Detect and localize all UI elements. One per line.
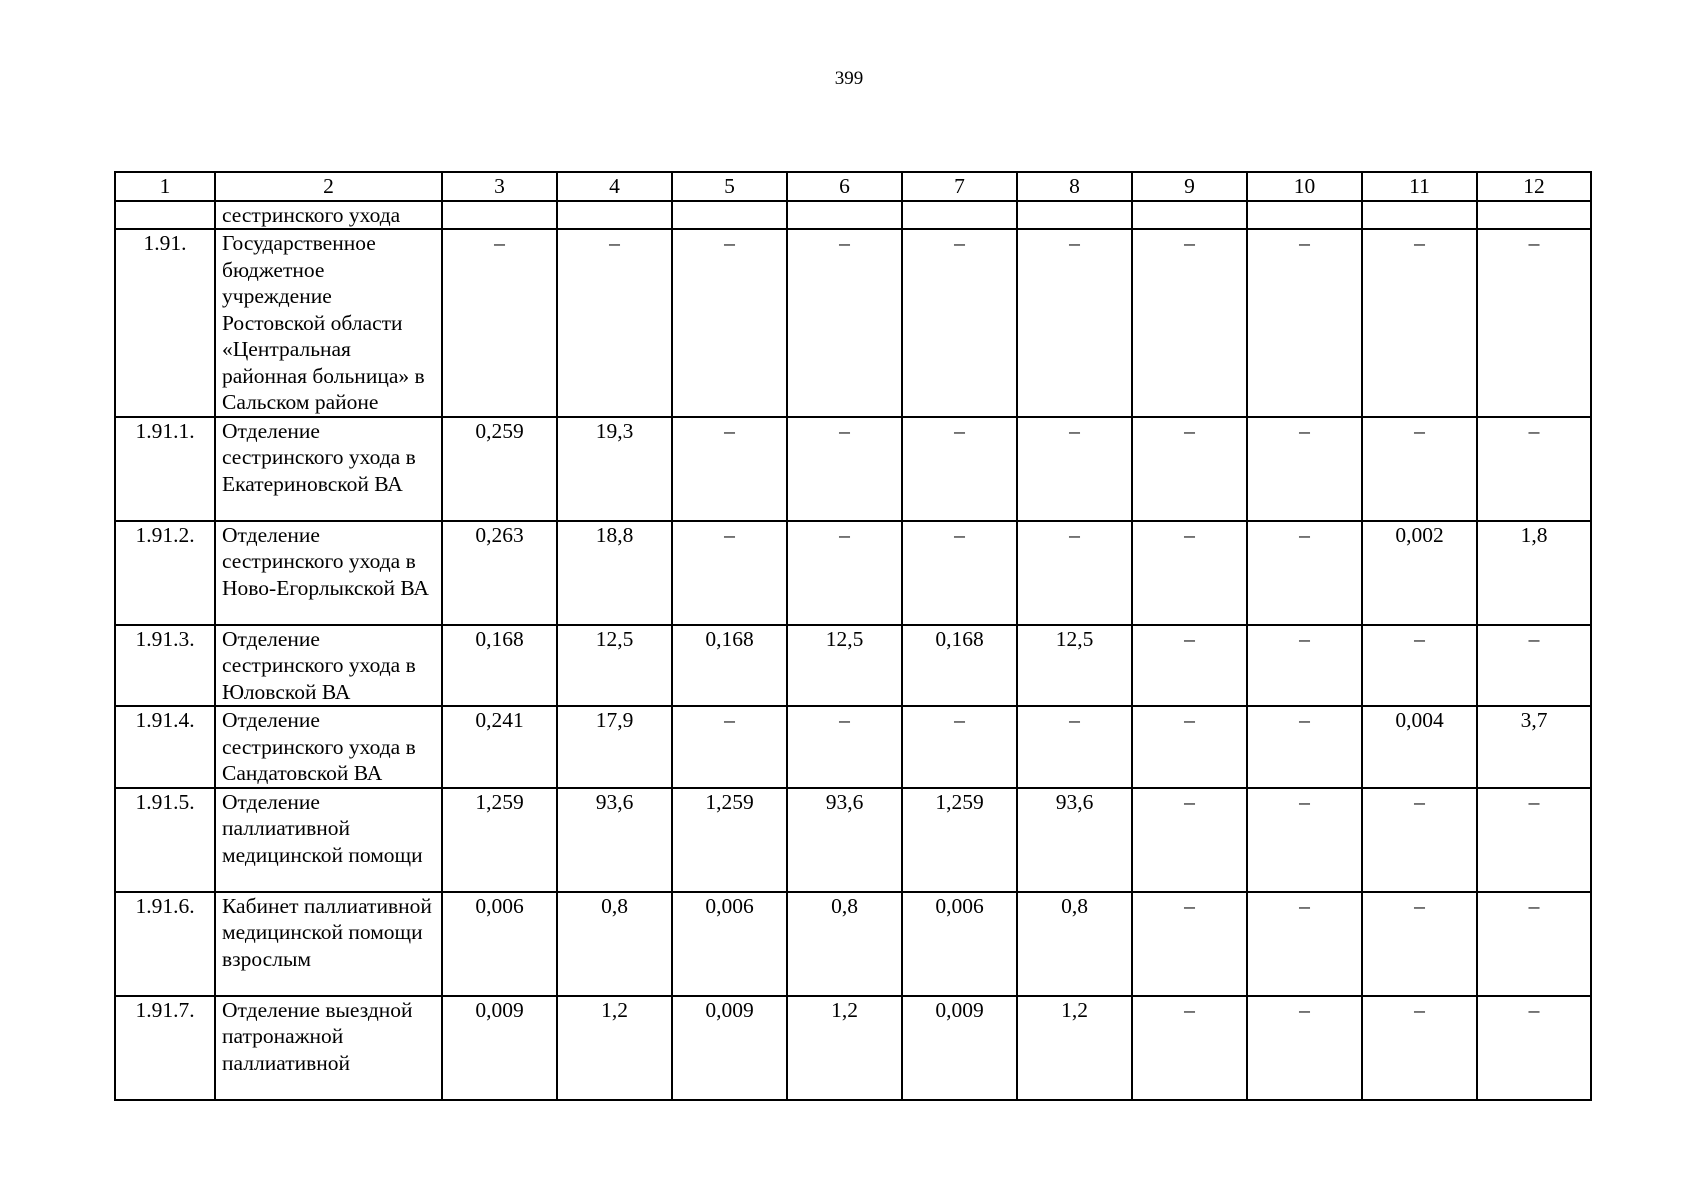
column-header: 9 xyxy=(1132,172,1247,201)
value-cell: – xyxy=(1132,706,1247,788)
column-header: 11 xyxy=(1362,172,1477,201)
value-cell: 1,259 xyxy=(902,788,1017,892)
table-row xyxy=(115,625,1591,707)
value-cell: 0,009 xyxy=(442,996,557,1100)
value-cell: – xyxy=(902,706,1017,788)
value-cell: – xyxy=(1247,229,1362,417)
row-number-cell xyxy=(115,201,215,230)
row-name-cell: сестринского ухода xyxy=(215,201,442,230)
value-cell: 18,8 xyxy=(557,521,672,625)
value-cell: 0,8 xyxy=(557,892,672,996)
value-cell: – xyxy=(1247,417,1362,521)
value-cell xyxy=(787,201,902,230)
value-cell: – xyxy=(1362,417,1477,521)
value-cell: – xyxy=(1477,229,1591,417)
value-cell: – xyxy=(1247,521,1362,625)
value-cell: 12,5 xyxy=(557,625,672,707)
value-cell: 0,168 xyxy=(902,625,1017,707)
value-cell: 0,006 xyxy=(902,892,1017,996)
value-cell: 1,2 xyxy=(557,996,672,1100)
table-continuation-row xyxy=(115,201,1591,230)
table-row xyxy=(115,996,1591,1100)
value-cell: – xyxy=(442,229,557,417)
value-cell: – xyxy=(1477,625,1591,707)
value-cell: – xyxy=(1362,788,1477,892)
row-name-cell: Отделение сестринского ухода в Юловской ВА xyxy=(215,625,442,707)
column-header: 8 xyxy=(1017,172,1132,201)
row-number-cell: 1.91. xyxy=(115,229,215,417)
row-number-cell: 1.91.6. xyxy=(115,892,215,996)
row-name-cell: Отделение сестринского ухода в Ново-Егорлыкской ВА xyxy=(215,521,442,625)
value-cell: – xyxy=(1362,625,1477,707)
table-header-row xyxy=(115,172,1591,201)
value-cell: – xyxy=(1017,706,1132,788)
value-cell xyxy=(1362,201,1477,230)
value-cell: – xyxy=(1362,229,1477,417)
value-cell: – xyxy=(1017,521,1132,625)
row-name-cell: Отделение выездной патронажной паллиативной xyxy=(215,996,442,1100)
value-cell: 0,263 xyxy=(442,521,557,625)
row-name-cell: Кабинет паллиативной медицинской помощи взрослым xyxy=(215,892,442,996)
value-cell: 0,002 xyxy=(1362,521,1477,625)
row-name-cell: Государственное бюджетное учреждение Ростовской области «Центральная районная больница» в Сальском районе xyxy=(215,229,442,417)
value-cell xyxy=(1477,201,1591,230)
value-cell: 0,168 xyxy=(672,625,787,707)
value-cell: – xyxy=(672,229,787,417)
value-cell: – xyxy=(902,521,1017,625)
value-cell: – xyxy=(1477,788,1591,892)
column-header: 12 xyxy=(1477,172,1591,201)
row-number-cell: 1.91.3. xyxy=(115,625,215,707)
value-cell: – xyxy=(672,521,787,625)
row-number-cell: 1.91.2. xyxy=(115,521,215,625)
value-cell: – xyxy=(1247,892,1362,996)
row-name-cell: Отделение сестринского ухода в Сандатовской ВА xyxy=(215,706,442,788)
table-row xyxy=(115,892,1591,996)
value-cell: 0,006 xyxy=(442,892,557,996)
value-cell: 0,006 xyxy=(672,892,787,996)
value-cell: 93,6 xyxy=(787,788,902,892)
row-name-cell: Отделение паллиативной медицинской помощи xyxy=(215,788,442,892)
value-cell: 12,5 xyxy=(787,625,902,707)
value-cell: – xyxy=(902,229,1017,417)
value-cell: – xyxy=(1362,892,1477,996)
column-header: 3 xyxy=(442,172,557,201)
value-cell: – xyxy=(902,417,1017,521)
value-cell xyxy=(557,201,672,230)
column-header: 4 xyxy=(557,172,672,201)
value-cell: 0,8 xyxy=(1017,892,1132,996)
column-header: 10 xyxy=(1247,172,1362,201)
value-cell: 0,8 xyxy=(787,892,902,996)
value-cell: – xyxy=(1132,417,1247,521)
value-cell: – xyxy=(787,521,902,625)
table-row xyxy=(115,706,1591,788)
value-cell: – xyxy=(1132,521,1247,625)
value-cell: 1,8 xyxy=(1477,521,1591,625)
table-row xyxy=(115,788,1591,892)
value-cell: 1,2 xyxy=(1017,996,1132,1100)
column-header: 1 xyxy=(115,172,215,201)
value-cell: – xyxy=(1017,417,1132,521)
value-cell xyxy=(1017,201,1132,230)
value-cell: 0,009 xyxy=(902,996,1017,1100)
row-number-cell: 1.91.5. xyxy=(115,788,215,892)
value-cell: – xyxy=(1477,892,1591,996)
column-header: 7 xyxy=(902,172,1017,201)
value-cell: – xyxy=(672,706,787,788)
value-cell: – xyxy=(1362,996,1477,1100)
value-cell xyxy=(442,201,557,230)
value-cell: 0,004 xyxy=(1362,706,1477,788)
row-number-cell: 1.91.4. xyxy=(115,706,215,788)
value-cell: – xyxy=(1247,788,1362,892)
value-cell: – xyxy=(672,417,787,521)
value-cell: 19,3 xyxy=(557,417,672,521)
value-cell: – xyxy=(1132,229,1247,417)
value-cell: 93,6 xyxy=(557,788,672,892)
value-cell xyxy=(672,201,787,230)
value-cell xyxy=(1132,201,1247,230)
table-row xyxy=(115,417,1591,521)
value-cell: – xyxy=(1132,892,1247,996)
value-cell xyxy=(1247,201,1362,230)
value-cell: – xyxy=(1477,417,1591,521)
value-cell: 12,5 xyxy=(1017,625,1132,707)
value-cell: – xyxy=(1477,996,1591,1100)
column-header: 2 xyxy=(215,172,442,201)
value-cell: – xyxy=(1247,996,1362,1100)
row-name-cell: Отделение сестринского ухода в Екатериновской ВА xyxy=(215,417,442,521)
value-cell: – xyxy=(787,417,902,521)
column-header: 6 xyxy=(787,172,902,201)
value-cell: 0,168 xyxy=(442,625,557,707)
value-cell: – xyxy=(557,229,672,417)
row-number-cell: 1.91.1. xyxy=(115,417,215,521)
value-cell: – xyxy=(1247,625,1362,707)
value-cell: 0,259 xyxy=(442,417,557,521)
value-cell: 1,2 xyxy=(787,996,902,1100)
page-number: 399 xyxy=(834,68,864,89)
value-cell: 3,7 xyxy=(1477,706,1591,788)
data-table xyxy=(114,171,1592,1101)
value-cell: 0,009 xyxy=(672,996,787,1100)
row-number-cell: 1.91.7. xyxy=(115,996,215,1100)
value-cell: 17,9 xyxy=(557,706,672,788)
value-cell: – xyxy=(1132,788,1247,892)
value-cell: 1,259 xyxy=(672,788,787,892)
value-cell: – xyxy=(1247,706,1362,788)
value-cell: 93,6 xyxy=(1017,788,1132,892)
table-body xyxy=(115,172,1591,1100)
value-cell: – xyxy=(1132,996,1247,1100)
value-cell: 0,241 xyxy=(442,706,557,788)
value-cell: – xyxy=(787,706,902,788)
value-cell: – xyxy=(1132,625,1247,707)
table-row xyxy=(115,229,1591,417)
value-cell xyxy=(902,201,1017,230)
value-cell: 1,259 xyxy=(442,788,557,892)
column-header: 5 xyxy=(672,172,787,201)
value-cell: – xyxy=(787,229,902,417)
table-row xyxy=(115,521,1591,625)
value-cell: – xyxy=(1017,229,1132,417)
